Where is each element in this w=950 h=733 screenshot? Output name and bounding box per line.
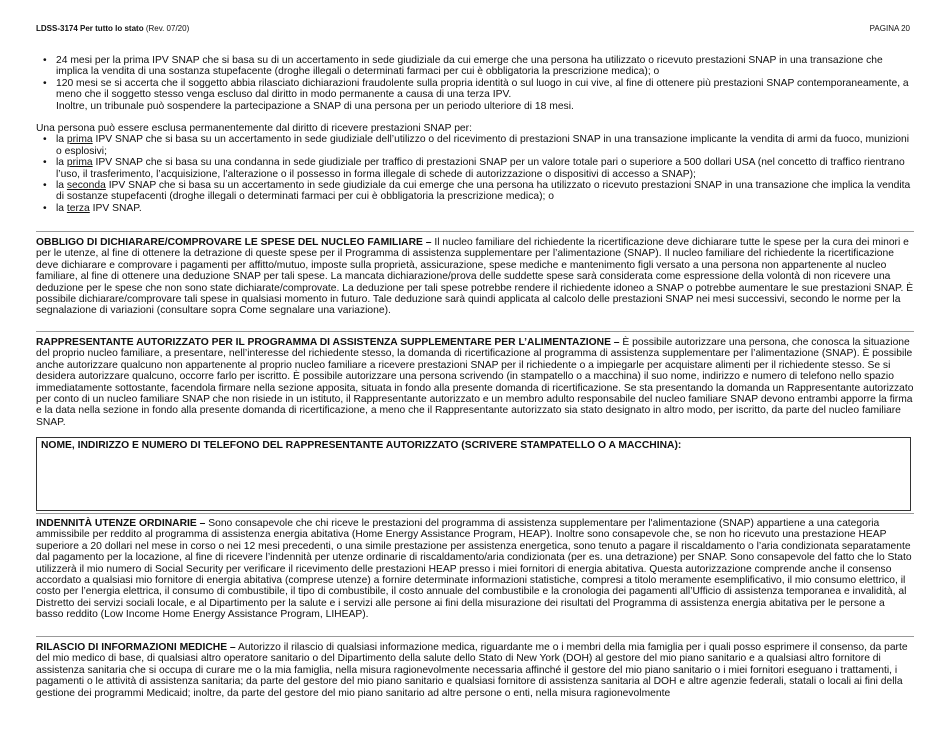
- permanent-exclusion-list: [36, 134, 914, 214]
- list-item: • la seconda IPV SNAP che si basa su un accertamento in sede giudiziale da cui emerge che una persona ha utilizzato o ricevuto prestazioni SNAP in una transazione che implica la vendita di sostanze stupefacenti (droghe illegali o determinati farmaci per cui è obbligatoria la prescrizione medica); o: [36, 180, 914, 203]
- page-header: [36, 24, 910, 33]
- expenses-body: Il nucleo familiare del richiedente la ricertificazione deve dichiarare tutte le spese per la cura dei minori e per le utenze, al fine di ottenere la detrazione di queste spese per il Programma di assistenza supplementare per l’alimentazione (SNAP). Il nucleo familiare del richiedente la ricertificazione deve dichiarare e comprovare i pagamenti per affitto/mutuo, imposte sulla proprietà, assicurazione, spese mediche e mantenimento figli versato a una persona non appartenente al nucleo familiare, al fine di ottenere una deduzione SNAP per tali spese. La mancata dichiarazione/prova delle suddette spese sarà considerata come espressione della volontà di non ricevere una deduzione per le spese che non sono state dichiarate/comprovate. La deduzione per tali spese potrebbe rendere il richiedente idoneo a SNAP o potrebbe aumentare le sue prestazioni SNAP. È possibile dichiarare/comprovare tali spese in qualsiasi momento in futuro. Tale deduzione sarà quindi applicata al calcolo delle prestazioni SNAP nei mesi successivi, secondo le norme per la segnalazione di variazioni (consultare sopra Come segnalare una variazione).: [36, 237, 914, 317]
- list-item: • 120 mesi se si accerta che il soggetto abbia rilasciato dichiarazioni fraudolente sulla propria identità o sul luogo in cui vive, al fine di ottenere più prestazioni SNAP contemporaneamente, a meno che il soggetto stesso venga escluso dal diritto in modo permanente a causa di una terza IPV.: [36, 78, 914, 101]
- utilities-title: INDENNITÀ UTENZE ORDINARIE –: [36, 518, 206, 529]
- representative-info-label: NOME, INDIRIZZO E NUMERO DI TELEFONO DEL RAPPRESENTANTE AUTORIZZATO (SCRIVERE STAMPATELLO O A MACCHINA):: [41, 440, 682, 451]
- utilities-section: [36, 518, 914, 621]
- court-note: Inoltre, un tribunale può sospendere la partecipazione a SNAP di una persona per un periodo ulteriore di 18 mesi.: [56, 100, 574, 112]
- ipv-duration-list: [36, 55, 914, 101]
- representative-section: [36, 337, 914, 428]
- section-divider: [36, 513, 914, 514]
- representative-info-field[interactable]: [36, 437, 911, 511]
- list-item: • la terza IPV SNAP.: [36, 203, 914, 214]
- representative-title: RAPPRESENTANTE AUTORIZZATO PER IL PROGRAMMA DI ASSISTENZA SUPPLEMENTARE PER L’ALIMENTAZIONE –: [36, 337, 620, 348]
- medical-title: RILASCIO DI INFORMAZIONI MEDICHE –: [36, 642, 236, 653]
- page-number: PAGINA 20: [869, 24, 910, 33]
- list-item: • 24 mesi per la prima IPV SNAP che si basa su di un accertamento in sede giudiziale da cui emerge che una persona ha utilizzato o ricevuto prestazioni SNAP in una transazione che implica la vendita di una sostanza stupefacente (droghe illegali o determinati farmaci per cui è obbligatoria la prescrizione medica); o: [36, 55, 914, 78]
- form-revision: (Rev. 07/20): [145, 24, 190, 33]
- list-item: • la prima IPV SNAP che si basa su una condanna in sede giudiziale per traffico di prestazioni SNAP per un valore totale pari o superiore a 500 dollari USA (nel concetto di traffico rientrano l’uso, il trasferimento, l’acquisizione, l’alterazione o il possesso in forma illegale di schede di autorizzazione o dispositivi di accesso a SNAP);: [36, 157, 914, 180]
- form-id: LDSS-3174 Per tutto lo stato: [36, 24, 144, 33]
- section-divider: [36, 231, 914, 232]
- permanent-exclusion-section: [36, 123, 914, 214]
- utilities-body: Sono consapevole che chi riceve le prestazioni del programma di assistenza supplementare per l'alimentazione (SNAP) appartiene a una categoria ammissibile per reddito al programma di assistenza energia abitativa (Home Energy Assistance Program, HEAP). Inoltre sono consapevole che, se non ho ricevuto una prestazione HEAP superiore a 20 dollari nel mese in corso o nei 12 mesi precedenti, o una simile prestazione per assistenza energetica, sono tenuto a pagare il riscaldamento o l’aria condizionata separatamente dal pagamento per la locazione, al fine di ricevere l’indennità per utenze ordinarie di riscaldamento/aria condizionata (per es. una detrazione) per SNAP. Sono consapevole del fatto che lo Stato utilizzerà il mio numero di Social Security per verificare il ricevimento delle prestazioni HEAP presso i miei fornitori di energia abitativa. Questa autorizzazione comprende anche il consenso accordato a qualsiasi mio fornitore di energia abitativa (comprese utenze) a fornire determinate informazioni statistiche, compresi a titolo meramente esemplificativo, il mio consumo elettrico, il costo per l’energia elettrica, il consumo di combustibile, il tipo di combustibile, il costo annuale del combustibile e la cronologia dei pagamenti all’Ufficio di assistenza temporanea e invalidità, al Distretto dei servizi sociali locale, e al Dipartimento per la salute e i servizi alle persone ai fini della misurazione dei risultati del Programma di assistenza energia abitativa per le persone a basso reddito (Low Income Home Energy Assistance Program, LIHEAP).: [36, 518, 912, 621]
- medical-section: [36, 642, 914, 699]
- representative-body: È possibile autorizzare una persona, che conosca la situazione del proprio nucleo familiare, a presentare, nell’interesse del richiedente stesso, la domanda di ricertificazione al programma di assistenza supplementare per l’alimentazione (SNAP). È possibile anche autorizzare qualcuno non appartenente al proprio nucleo familiare a ricevere prestazioni SNAP per il richiedente o a impiegarle per acquistare alimenti per il richiedente stesso. Se si desidera autorizzare qualcuno, occorre farlo per iscritto. È possibile autorizzare una persona scrivendo (in stampatello o a macchina) il suo nome, indirizzo e numero di telefono nello spazio immediatamente sottostante, facendola firmare nella sezione apposita, situata in fondo alla presente domanda di ricertificazione. Se sta presentando la domanda un Rappresentante autorizzato per conto di un nucleo familiare SNAP che non risiede in un istituto, il Rappresentante autorizzato e un membro adulto responsabile del nucleo familiare SNAP devono entrambi apporre la firma e la data nella sezione in fondo alla presente domanda di ricertificazione, a meno che il Rappresentante autorizzato sia stato designato in altro modo, per iscritto, da parte del nucleo familiare SNAP.: [36, 337, 914, 428]
- list-item: • la prima IPV SNAP che si basa su un accertamento in sede giudiziale dell’utilizzo o del ricevimento di prestazioni SNAP in una transazione implicante la vendita di armi da fuoco, munizioni o esplosivi;: [36, 134, 914, 157]
- expenses-title: OBBLIGO DI DICHIARARE/COMPROVARE LE SPESE DEL NUCLEO FAMILIARE –: [36, 237, 432, 248]
- medical-body: Autorizzo il rilascio di qualsiasi informazione medica, riguardante me o i membri della mia famiglia per i quali posso esprimere il consenso, da parte del mio medico di base, di qualsiasi altro operatore sanitario o del Dipartimento della salute dello Stato di New York (DOH) al gestore del mio piano sanitario e a qualsiasi altro fornitore di assistenza sanitaria che si occupa di curare me o la mia famiglia, nella misura ragionevolmente necessaria affinché il gestore del mio piano sanitario o i miei fornitori eseguano i trattamenti, i pagamenti o le attività di assistenza sanitaria; da parte del gestore del mio piano sanitario e qualsiasi fornitore di assistenza sanitaria al DOH e altre agenzie federali, statali o locali ai fini della gestione dei programmi Medicaid; inoltre, da parte del gestore del mio piano sanitario ad altre persone o enti, nella misura ragionevolmente: [36, 642, 908, 699]
- permanent-exclusion-intro: Una persona può essere esclusa permanentemente dal diritto di ricevere prestazioni SNAP per:: [36, 123, 472, 134]
- expenses-section: [36, 237, 914, 317]
- section-divider: [36, 331, 914, 332]
- ipv-durations-section: [36, 55, 914, 112]
- section-divider: [36, 636, 914, 637]
